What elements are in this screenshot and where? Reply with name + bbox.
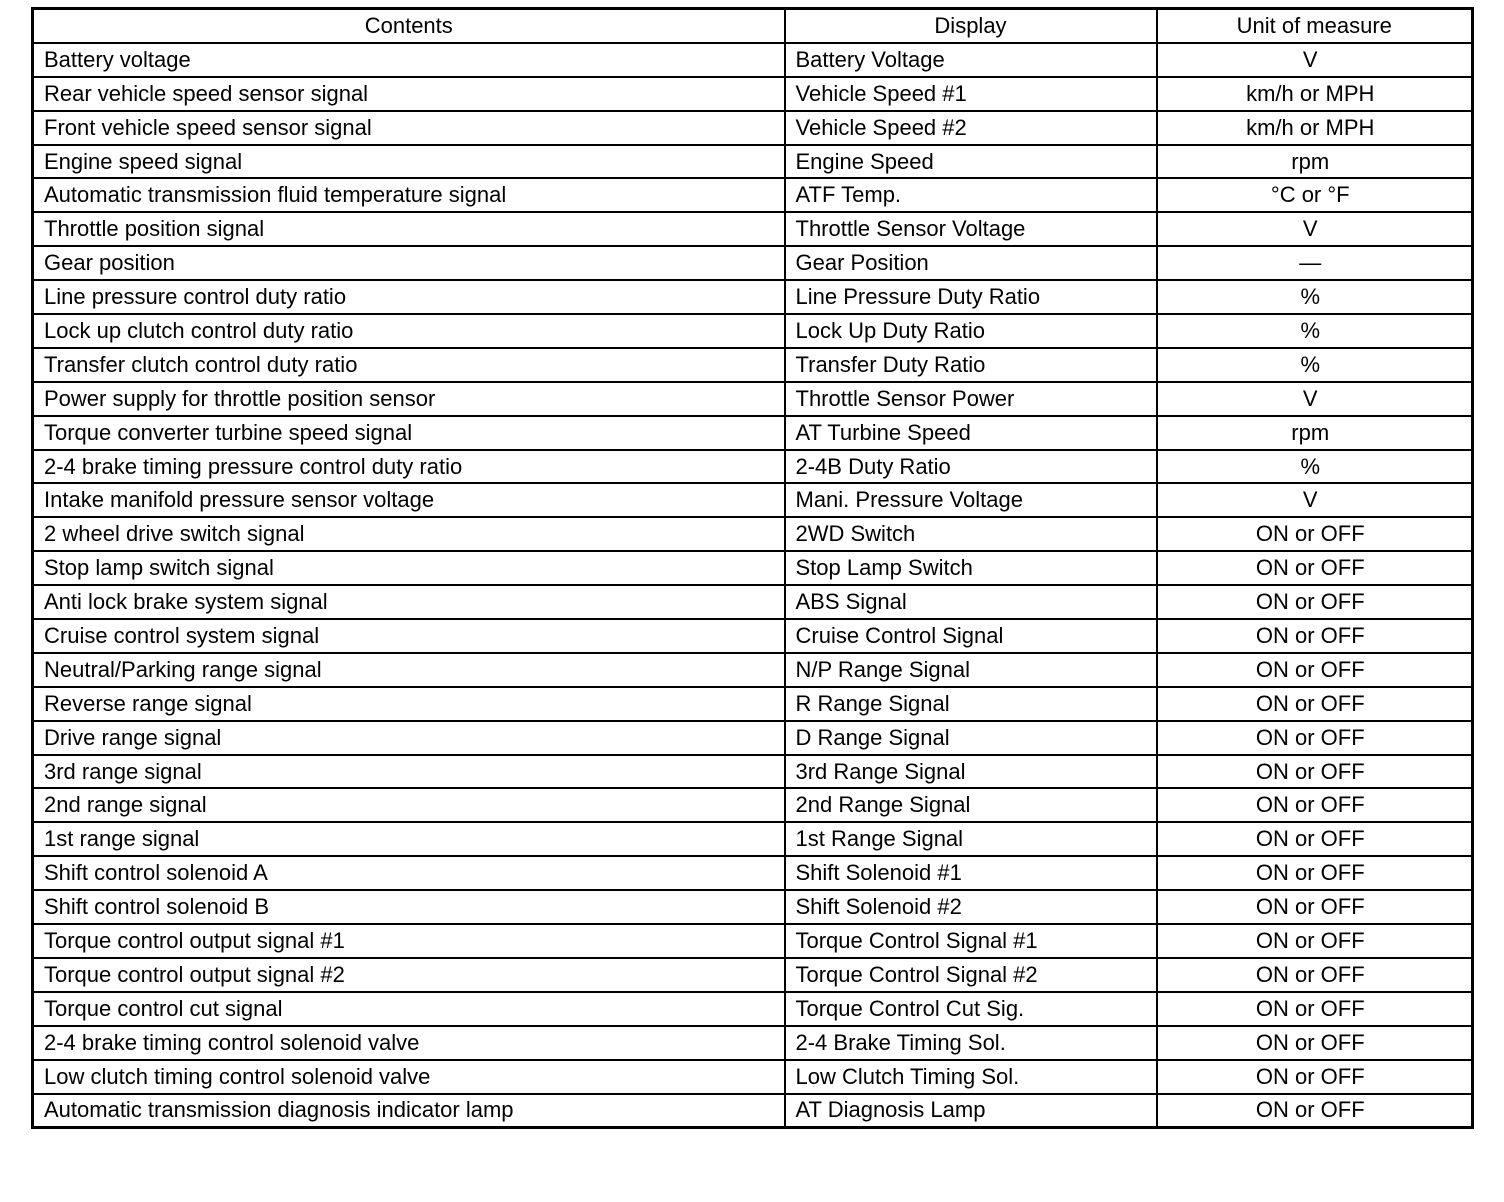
contents-cell: Shift control solenoid B	[33, 890, 785, 924]
display-cell: Vehicle Speed #2	[785, 111, 1157, 145]
display-cell: Engine Speed	[785, 145, 1157, 179]
contents-cell: Automatic transmission fluid temperature signal	[33, 178, 785, 212]
table-row	[33, 585, 1473, 619]
unit-cell: V	[1157, 382, 1473, 416]
contents-cell: Lock up clutch control duty ratio	[33, 314, 785, 348]
contents-cell: 2nd range signal	[33, 788, 785, 822]
contents-cell: Rear vehicle speed sensor signal	[33, 77, 785, 111]
unit-cell: ON or OFF	[1157, 619, 1473, 653]
table-row	[33, 856, 1473, 890]
unit-cell: ON or OFF	[1157, 822, 1473, 856]
display-cell: Lock Up Duty Ratio	[785, 314, 1157, 348]
unit-cell: %	[1157, 450, 1473, 484]
display-cell: Gear Position	[785, 246, 1157, 280]
header-display: Display	[785, 9, 1157, 43]
display-cell: N/P Range Signal	[785, 653, 1157, 687]
display-cell: Mani. Pressure Voltage	[785, 483, 1157, 517]
unit-cell: ON or OFF	[1157, 924, 1473, 958]
table-row	[33, 551, 1473, 585]
contents-cell: Gear position	[33, 246, 785, 280]
display-cell: 2-4 Brake Timing Sol.	[785, 1026, 1157, 1060]
table-row	[33, 145, 1473, 179]
contents-cell: Torque control output signal #2	[33, 958, 785, 992]
unit-cell: %	[1157, 280, 1473, 314]
display-cell: Throttle Sensor Voltage	[785, 212, 1157, 246]
table-row	[33, 687, 1473, 721]
unit-cell: V	[1157, 483, 1473, 517]
table-row	[33, 958, 1473, 992]
unit-cell: rpm	[1157, 145, 1473, 179]
table-row	[33, 77, 1473, 111]
unit-cell: °C or °F	[1157, 178, 1473, 212]
table-body	[33, 43, 1473, 1128]
unit-cell: ON or OFF	[1157, 958, 1473, 992]
display-cell: Shift Solenoid #2	[785, 890, 1157, 924]
table-row	[33, 416, 1473, 450]
contents-cell: 3rd range signal	[33, 755, 785, 789]
contents-cell: 2-4 brake timing pressure control duty ratio	[33, 450, 785, 484]
display-cell: AT Diagnosis Lamp	[785, 1094, 1157, 1128]
display-cell: Transfer Duty Ratio	[785, 348, 1157, 382]
display-cell: Torque Control Signal #2	[785, 958, 1157, 992]
unit-cell: ON or OFF	[1157, 856, 1473, 890]
header-unit-of-measure: Unit of measure	[1157, 9, 1473, 43]
unit-cell: ON or OFF	[1157, 1026, 1473, 1060]
display-cell: 2WD Switch	[785, 517, 1157, 551]
display-cell: Battery Voltage	[785, 43, 1157, 77]
unit-cell: km/h or MPH	[1157, 111, 1473, 145]
table-row	[33, 382, 1473, 416]
unit-cell: rpm	[1157, 416, 1473, 450]
contents-cell: Transfer clutch control duty ratio	[33, 348, 785, 382]
contents-cell: 2 wheel drive switch signal	[33, 517, 785, 551]
unit-cell: ON or OFF	[1157, 551, 1473, 585]
display-cell: Low Clutch Timing Sol.	[785, 1060, 1157, 1094]
contents-cell: Cruise control system signal	[33, 619, 785, 653]
contents-cell: Throttle position signal	[33, 212, 785, 246]
table-row	[33, 992, 1473, 1026]
display-cell: Throttle Sensor Power	[785, 382, 1157, 416]
unit-cell: %	[1157, 314, 1473, 348]
table-row	[33, 822, 1473, 856]
header-row	[33, 9, 1473, 43]
unit-cell: %	[1157, 348, 1473, 382]
unit-cell: ON or OFF	[1157, 992, 1473, 1026]
display-cell: ATF Temp.	[785, 178, 1157, 212]
display-cell: ABS Signal	[785, 585, 1157, 619]
display-cell: 2nd Range Signal	[785, 788, 1157, 822]
table-row	[33, 246, 1473, 280]
display-cell: D Range Signal	[785, 721, 1157, 755]
contents-cell: 2-4 brake timing control solenoid valve	[33, 1026, 785, 1060]
unit-cell: km/h or MPH	[1157, 77, 1473, 111]
unit-cell: ON or OFF	[1157, 1094, 1473, 1128]
table-row	[33, 111, 1473, 145]
diagnostic-parameter-table	[31, 7, 1474, 1129]
contents-cell: Line pressure control duty ratio	[33, 280, 785, 314]
table-row	[33, 212, 1473, 246]
contents-cell: Torque converter turbine speed signal	[33, 416, 785, 450]
display-cell: 1st Range Signal	[785, 822, 1157, 856]
unit-cell: ON or OFF	[1157, 890, 1473, 924]
display-cell: Torque Control Cut Sig.	[785, 992, 1157, 1026]
unit-cell: ON or OFF	[1157, 755, 1473, 789]
unit-cell: V	[1157, 212, 1473, 246]
table-row	[33, 890, 1473, 924]
contents-cell: Torque control output signal #1	[33, 924, 785, 958]
contents-cell: Low clutch timing control solenoid valve	[33, 1060, 785, 1094]
contents-cell: Shift control solenoid A	[33, 856, 785, 890]
display-cell: R Range Signal	[785, 687, 1157, 721]
table-header	[33, 9, 1473, 43]
contents-cell: Reverse range signal	[33, 687, 785, 721]
contents-cell: Front vehicle speed sensor signal	[33, 111, 785, 145]
header-contents: Contents	[33, 9, 785, 43]
table-row	[33, 788, 1473, 822]
table-row	[33, 721, 1473, 755]
table-row	[33, 178, 1473, 212]
display-cell: Torque Control Signal #1	[785, 924, 1157, 958]
contents-cell: Neutral/Parking range signal	[33, 653, 785, 687]
contents-cell: Battery voltage	[33, 43, 785, 77]
contents-cell: 1st range signal	[33, 822, 785, 856]
display-cell: 2-4B Duty Ratio	[785, 450, 1157, 484]
table-row	[33, 483, 1473, 517]
contents-cell: Power supply for throttle position sensor	[33, 382, 785, 416]
table-row	[33, 280, 1473, 314]
display-cell: Vehicle Speed #1	[785, 77, 1157, 111]
display-cell: Stop Lamp Switch	[785, 551, 1157, 585]
contents-cell: Anti lock brake system signal	[33, 585, 785, 619]
unit-cell: ON or OFF	[1157, 1060, 1473, 1094]
contents-cell: Torque control cut signal	[33, 992, 785, 1026]
contents-cell: Stop lamp switch signal	[33, 551, 785, 585]
display-cell: 3rd Range Signal	[785, 755, 1157, 789]
unit-cell: ON or OFF	[1157, 687, 1473, 721]
display-cell: AT Turbine Speed	[785, 416, 1157, 450]
table-row	[33, 43, 1473, 77]
display-cell: Line Pressure Duty Ratio	[785, 280, 1157, 314]
table-row	[33, 1094, 1473, 1128]
table-row	[33, 450, 1473, 484]
table-row	[33, 924, 1473, 958]
table-row	[33, 755, 1473, 789]
display-cell: Shift Solenoid #1	[785, 856, 1157, 890]
unit-cell: ON or OFF	[1157, 721, 1473, 755]
contents-cell: Engine speed signal	[33, 145, 785, 179]
table-row	[33, 517, 1473, 551]
display-cell: Cruise Control Signal	[785, 619, 1157, 653]
unit-cell: ON or OFF	[1157, 788, 1473, 822]
table-row	[33, 653, 1473, 687]
contents-cell: Intake manifold pressure sensor voltage	[33, 483, 785, 517]
unit-cell: ON or OFF	[1157, 517, 1473, 551]
contents-cell: Automatic transmission diagnosis indicator lamp	[33, 1094, 785, 1128]
contents-cell: Drive range signal	[33, 721, 785, 755]
table-row	[33, 619, 1473, 653]
table-row	[33, 348, 1473, 382]
table-row	[33, 1060, 1473, 1094]
unit-cell: —	[1157, 246, 1473, 280]
unit-cell: V	[1157, 43, 1473, 77]
table-row	[33, 1026, 1473, 1060]
unit-cell: ON or OFF	[1157, 585, 1473, 619]
unit-cell: ON or OFF	[1157, 653, 1473, 687]
table-row	[33, 314, 1473, 348]
